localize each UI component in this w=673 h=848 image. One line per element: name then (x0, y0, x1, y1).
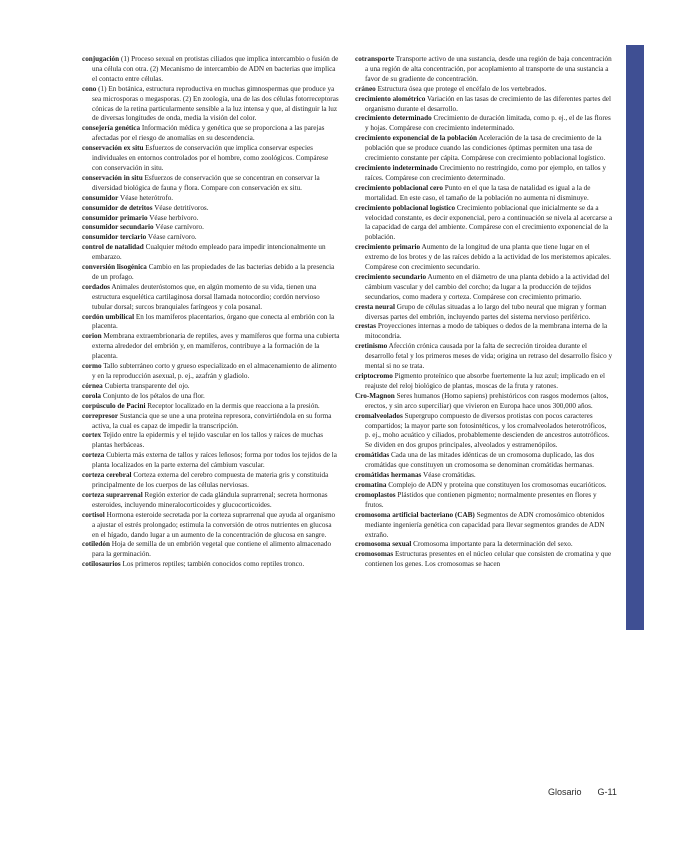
glossary-definition: Crecimiento poblacional que inicialmente se da a velocidad constante, es decir exponencial, pero a continuación se nivela al acercarse a la capacidad de carga del ambiente. Compárese con el crecimiento exponencial de la población. (365, 203, 613, 242)
glossary-term: cotransporte (355, 55, 395, 63)
glossary-entry (82, 491, 340, 511)
glossary-definition: Seres humanos (Homo sapiens) prehistóricos con rasgos modernos (altos, erectos, y sin arco superciliar) que vivieron en Europa hace unos 300,000 años. (365, 391, 609, 410)
glossary-term: cotiledón (82, 540, 110, 549)
glossary-entry (82, 214, 340, 224)
glossary-definition: Véase heterótrofo. (120, 193, 174, 202)
glossary-entry (82, 204, 340, 214)
glossary-term: cortisol (82, 510, 105, 519)
glossary-term: corteza cerebral (82, 471, 132, 480)
glossary-term: consumidor secundario (82, 223, 154, 232)
glossary-term: corteza (82, 451, 105, 460)
glossary-term: cretinismo (355, 342, 388, 351)
glossary-definition: Sustancia que se une a una proteína represora, convirtiéndola en su forma activa, la cual es capaz de impedir la transcripción. (92, 411, 332, 430)
glossary-entry (82, 362, 340, 382)
glossary-term: crecimiento primario (355, 243, 421, 252)
glossary-entry (355, 372, 613, 392)
glossary-definition: Región exterior de cada glándula suprarrenal; secreta hormonas esteroides, incluyendo mineralocorticoides y glucocorticoides. (92, 490, 328, 509)
glossary-entry (82, 243, 340, 263)
glossary-entry (355, 511, 613, 541)
glossary-entry (82, 511, 340, 541)
glossary-definition: Esfuerzos de conservación que implica conservar especies individuales en entornos controlados por el hombre, como zoológicos. Compárese con conservación in situ. (92, 144, 329, 172)
glossary-definition: Aumento de la longitud de una planta que tiene lugar en el extremo de los brotes y de las raíces debido a la actividad de los meristemos apicales. Compárese con crecimiento secundario. (365, 243, 611, 272)
glossary-term: cráneo (355, 84, 376, 93)
glossary-entry (82, 402, 340, 412)
glossary-entry (82, 332, 340, 362)
glossary-term: cromoplastos (355, 490, 396, 499)
glossary-entry (82, 560, 340, 570)
glossary-column-left (82, 55, 340, 570)
glossary-entry (355, 392, 613, 412)
glossary-term: cromosoma sexual (355, 540, 412, 549)
glossary-entry (355, 481, 613, 491)
glossary-term: control de natalidad (82, 243, 144, 252)
glossary-entry (82, 233, 340, 243)
glossary-definition: Proyecciones internas a modo de tabiques o dedos de la membrana interna de la mitocondria. (365, 322, 608, 341)
glossary-entry (355, 491, 613, 511)
glossary-entry (355, 412, 613, 452)
glossary-term: cormo (82, 362, 102, 371)
glossary-definition: Plástidos que contienen pigmento; normalmente presentes en flores y frutos. (365, 490, 597, 509)
glossary-definition: Segmentos de ADN cromosómico obtenidos mediante ingeniería genética con capacidad para llevar segmentos grandes de ADN extraño. (365, 510, 605, 539)
glossary-term: conservación ex situ (82, 144, 144, 153)
glossary-definition: Cromosoma importante para la determinación del sexo. (413, 540, 573, 549)
page-number: G-11 (597, 787, 617, 797)
glossary-term: cotilosaurios (82, 560, 121, 569)
glossary-entry (82, 540, 340, 560)
glossary-term: crestas (355, 322, 377, 331)
glossary-definition: Crecimiento de duración limitada, como p. ej., el de las flores y hojas. Compárese con crecimiento indeterminado. (365, 114, 611, 133)
glossary-entry (82, 55, 340, 85)
glossary-term: crecimiento exponencial de la población (355, 134, 478, 143)
glossary-entry (82, 313, 340, 333)
glossary-definition: Tejido entre la epidermis y el tejido vascular en los tallos y raíces de muchas plantas herbáceas. (92, 431, 324, 450)
glossary-term: cordón umbilical (82, 312, 135, 321)
glossary-entry (355, 322, 613, 342)
section-tab (626, 45, 644, 630)
glossary-definition: Estructuras presentes en el núcleo celular que consisten de cromatina y que contienen los genes. Los cromosomas se hacen (365, 550, 612, 569)
glossary-definition: Véase cromátidas. (423, 471, 476, 480)
glossary-term: crecimiento secundario (355, 272, 427, 281)
glossary-entry (82, 382, 340, 392)
glossary-definition: Cubierta transparente del ojo. (104, 381, 190, 390)
glossary-term: consejería genética (82, 124, 141, 133)
glossary-definition: (1) En botánica, estructura reproductiva en muchas gimnospermas que produce ya sea microsporas o megasporas. (2) En zoología, una de las dos células fotorreceptoras cónicas de la retina particularmente sensible a la luz intensa y que, al distinguir la luz de diversas longitudes de onda, media la visión del color. (92, 84, 339, 123)
glossary-term: cromatina (355, 480, 387, 489)
glossary-entry (355, 134, 613, 164)
glossary-definition: Corteza externa del cerebro compuesta de materia gris y constituida principalmente de los cuerpos de las células nerviosas. (92, 471, 329, 489)
glossary-definition: Afección crónica causada por la falta de secreción tiroidea durante el desarrollo fetal y los primeros meses de vida; origina un retraso del desarrollo físico y mental si no se trata. (365, 342, 613, 371)
glossary-definition: Hoja de semilla de un embrión vegetal que contiene el alimento almacenado para la germinación. (92, 540, 332, 559)
glossary-column-right (355, 55, 613, 570)
glossary-entry (82, 223, 340, 233)
glossary-term: correpresor (82, 411, 119, 420)
glossary-term: corteza suprarrenal (82, 490, 143, 499)
glossary-entry (355, 85, 613, 95)
glossary-term: crecimiento poblacional cero (355, 183, 443, 192)
glossary-definition: Tallo subterráneo corto y grueso especializado en el almacenamiento de alimento y en la reproducción asexual, p. ej., azafrán y gladiolo. (92, 362, 337, 380)
glossary-definition: Estructura ósea que protege el encéfalo de los vertebrados. (377, 84, 547, 93)
glossary-entry (355, 303, 613, 323)
glossary-definition: Complejo de ADN y proteína que constituyen los cromosomas eucarióticos. (388, 480, 607, 489)
glossary-definition: Hormona esteroide secretada por la corteza suprarrenal que ayuda al organismo a ajustar el estrés prolongado; estimula la conversión de otros nutrientes en glucosa en el hígado, dando lugar a un aumento de la concentración de glucosa en sangre. (92, 510, 336, 539)
glossary-term: crecimiento poblacional logístico (355, 203, 456, 212)
glossary-definition: Cualquier método empleado para impedir intencionalmente un embarazo. (92, 243, 326, 262)
glossary-definition: Supergrupo compuesto de diversos protistas con pocos caracteres compartidos; la mayor parte son fotosintéticos, y los cromalveolados heterotróficos, p. ej., moho acuático y ciliados, probablemente descienden de ancestros autotróficos. Se dividen en dos grupos principales, alveolados y estramenópilos. (365, 411, 610, 450)
glossary-term: Cro-Magnon (355, 391, 395, 400)
glossary-term: cromátidas hermanas (355, 471, 422, 480)
glossary-entry (355, 204, 613, 244)
glossary-term: consumidor terciario (82, 233, 147, 242)
glossary-definition: Véase carnívoro. (147, 233, 197, 242)
glossary-entry (82, 471, 340, 491)
glossary-term: cono (82, 84, 97, 93)
glossary-term: conversión lisogénica (82, 263, 147, 272)
glossary-entry (355, 273, 613, 303)
glossary-entry (82, 451, 340, 471)
glossary-entry (355, 95, 613, 115)
glossary-definition: Véase carnívoro. (155, 223, 204, 232)
glossary-definition: Transporte activo de una sustancia, desde una región de baja concentración a una región de alta concentración, por acoplamiento al transporte de una sustancia a favor de su gradiente de concentración. (365, 55, 612, 83)
glossary-term: consumidor de detritos (82, 203, 153, 212)
page-footer (548, 787, 617, 797)
glossary-definition: Información médica y genética que se proporciona a las parejas afectadas por el riesgo de anomalías en su descendencia. (92, 124, 325, 143)
glossary-term: cromosomas (355, 550, 394, 559)
glossary-definition: Variación en las tasas de crecimiento de las diferentes partes del organismo durante el desarrollo. (365, 94, 611, 113)
glossary-term: cortex (82, 431, 102, 440)
glossary-entry (355, 451, 613, 471)
glossary-definition: Receptor localizado en la dermis que reacciona a la presión. (147, 401, 320, 410)
glossary-definition: Véase detritívoros. (154, 203, 209, 212)
glossary-definition: Punto en el que la tasa de natalidad es igual a la de mortalidad. En este caso, el tamaño de la población no aumenta ni disminuye. (365, 183, 591, 202)
glossary-term: crecimiento alométrico (355, 94, 426, 103)
glossary-entry (355, 342, 613, 372)
glossary-term: consumidor (82, 193, 119, 202)
glossary-term: cromalveolados (355, 411, 403, 420)
glossary-definition: (1) Proceso sexual en protistas ciliados que implica intercambio o fusión de una célula con otra. (2) Mecanismo de intercambio de ADN en bacterias que implica el contacto entre células. (92, 55, 339, 83)
glossary-entry (355, 184, 613, 204)
glossary-definition: Aumento en el diámetro de una planta debido a la actividad del cámbium vascular y del cambio del corcho; da lugar a la producción de tejidos secundarios, como madera y corteza. Compárese con crecimiento primario. (365, 272, 610, 301)
glossary-entry (82, 144, 340, 174)
glossary-term: córnea (82, 381, 103, 390)
glossary-entry (355, 550, 613, 570)
glossary-term: cordados (82, 282, 110, 291)
glossary-entry (355, 243, 613, 273)
glossary-definition: Animales deuteróstomos que, en algún momento de su vida, tienen una estructura esquelética cartilaginosa dorsal llamada notocordio; cordón nervioso tubular dorsal; surcos branquiales faríngeos y cola posanal. (92, 282, 320, 311)
glossary-entry (355, 114, 613, 134)
glossary-term: corola (82, 391, 102, 400)
glossary-term: conjugación (82, 55, 120, 63)
glossary-entry (82, 124, 340, 144)
glossary-entry (355, 471, 613, 481)
glossary-definition: Cubierta más externa de tallos y raíces leñosos; forma por todos los tejidos de la planta localizados en la parte externa del cámbium vascular. (92, 451, 337, 470)
glossary-entry (82, 431, 340, 451)
glossary-term: cromátidas (355, 451, 390, 460)
glossary-entry (82, 174, 340, 194)
glossary-definition: Cambio en las propiedades de las bacterias debido a la presencia de un profago. (92, 263, 335, 281)
glossary-term: cromosoma artificial bacteriano (CAB) (355, 510, 475, 519)
glossary-term: crecimiento indeterminado (355, 163, 438, 172)
glossary-definition: Cada una de las mitades idénticas de un cromosoma duplicado, las dos cromátidas que constituyen un cromosoma se denominan cromátidas hermanas. (365, 451, 595, 470)
glossary-definition: Grupo de células situadas a lo largo del tubo neural que migran y forman diversas partes del embrión, incluyendo partes del sistema nervioso periférico. (365, 302, 607, 321)
glossary-definition: En los mamíferos placentarios, órgano que conecta al embrión con la placenta. (92, 312, 335, 331)
glossary-term: consumidor primario (82, 213, 148, 222)
glossary-entry (355, 164, 613, 184)
glossary-definition: Véase herbívoro. (149, 213, 199, 222)
glossary-entry (82, 412, 340, 432)
glossary-term: corion (82, 332, 102, 341)
glossary-term: corpúsculo de Pacini (82, 401, 146, 410)
glossary-term: cresta neural (355, 302, 395, 311)
glossary-entry (82, 85, 340, 125)
glossary-entry (82, 283, 340, 313)
glossary-definition: Aceleración de la tasa de crecimiento de la población que se produce cuando las condiciones óptimas permiten una tasa de crecimiento constante per cápita. Compárese con crecimiento poblacional logístico. (365, 134, 606, 163)
glossary-definition: Los primeros reptiles; también conocidos como reptiles tronco. (122, 560, 305, 569)
glossary-term: criptocromo (355, 372, 393, 380)
footer-section-title: Glosario (548, 787, 582, 797)
glossary-definition: Esfuerzos de conservación que se concentran en conservar la diversidad biológica de fauna y flora. Compare con conservación ex situ. (92, 173, 320, 192)
glossary-entry (355, 55, 613, 85)
glossary-entry (355, 540, 613, 550)
glossary-entry (82, 194, 340, 204)
glossary-definition: Pigmento proteínico que absorbe fuertemente la luz azul; implicado en el reajuste del reloj biológico de plantas, moscas de la fruta y ratones. (365, 372, 605, 390)
glossary-definition: Crecimiento no restringido, como por ejemplo, en tallos y raíces. Compárese con crecimiento determinado. (365, 163, 606, 182)
glossary-definition: Membrana extraembrionaria de reptiles, aves y mamíferos que forma una cubierta externa alrededor del embrión y, en mamíferos, contribuye a la formación de la placenta. (92, 332, 340, 361)
glossary-entry (82, 392, 340, 402)
glossary-term: crecimiento determinado (355, 114, 432, 123)
glossary-definition: Conjunto de los pétalos de una flor. (102, 391, 205, 400)
glossary-entry (82, 263, 340, 283)
glossary-term: conservación in situ (82, 173, 143, 182)
